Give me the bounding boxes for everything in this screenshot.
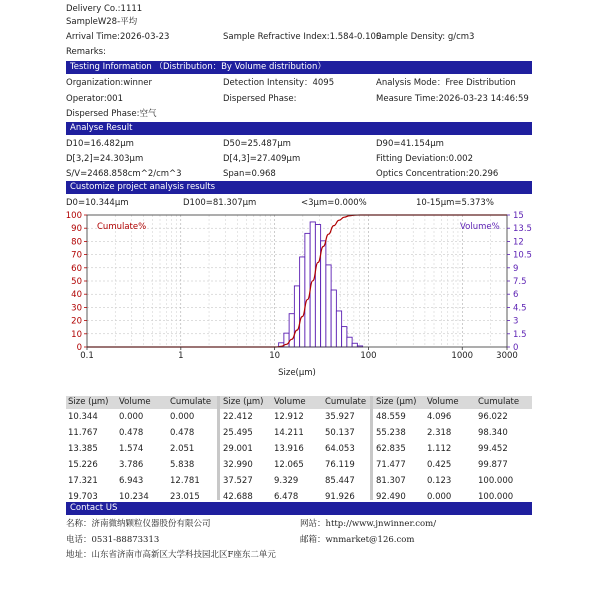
right-tick-label: 1.5 xyxy=(513,329,527,340)
analysis-mode-text: Analysis Mode：Free Distribution xyxy=(376,78,516,88)
result-row-3 xyxy=(66,168,532,181)
table-cell-size: 15.226 xyxy=(68,460,98,470)
d90-text: D90=41.154μm xyxy=(376,139,444,149)
left-tick-label: 40 xyxy=(71,290,82,301)
table-cell-cumulate: 64.053 xyxy=(325,444,355,454)
contact-email: 邮箱：wnmarket@126.com xyxy=(300,535,415,545)
remarks-text: Remarks: xyxy=(66,47,106,57)
organization-text: Organization:winner xyxy=(66,78,153,88)
th-volume-2: Volume xyxy=(274,397,306,407)
volume-bar xyxy=(305,233,310,347)
left-tick-label: 70 xyxy=(71,250,82,261)
left-tick-label: 50 xyxy=(71,277,82,287)
table-cell-size: 13.385 xyxy=(68,444,98,454)
table-cell-size: 10.344 xyxy=(68,412,98,422)
intensity-text: Detection Intensity：4095 xyxy=(223,78,335,88)
table-cell-size: 62.835 xyxy=(376,444,406,454)
volume-bar xyxy=(289,314,294,347)
left-tick-label: 0 xyxy=(76,343,82,353)
table-cell-volume: 12.912 xyxy=(274,412,304,422)
distribution-chart xyxy=(0,208,600,380)
refractive-text: Sample Refractive Index:1.584-0.100 xyxy=(223,32,382,42)
volume-bar xyxy=(342,327,347,347)
x-tick-label: 0.1 xyxy=(80,351,94,361)
right-tick-label: 12 xyxy=(513,237,524,248)
column-separator-1 xyxy=(217,396,220,500)
volume-bar xyxy=(326,265,331,347)
table-cell-size: 17.321 xyxy=(68,476,98,486)
table-cell-volume: 1.574 xyxy=(119,444,144,454)
table-cell-size: 19.703 xyxy=(68,492,98,502)
table-cell-volume: 0.478 xyxy=(119,428,144,438)
th-size-3: Size (μm) xyxy=(376,397,417,407)
table-cell-volume: 2.318 xyxy=(427,428,452,438)
table-cell-cumulate: 12.781 xyxy=(170,476,200,486)
table-cell-size: 11.767 xyxy=(68,428,98,438)
x-tick-label: 1 xyxy=(178,351,184,361)
table-cell-volume: 13.916 xyxy=(274,444,304,454)
table-cell-cumulate: 96.022 xyxy=(478,412,508,422)
right-tick-label: 3 xyxy=(513,316,519,327)
table-cell-volume: 6.478 xyxy=(274,492,299,502)
d50-text: D50=25.487μm xyxy=(223,139,291,149)
volume-bar xyxy=(300,257,305,347)
table-cell-size: 37.527 xyxy=(223,476,253,486)
table-cell-cumulate: 76.119 xyxy=(325,460,355,470)
th-cumulate-3: Cumulate xyxy=(478,397,520,407)
sample-text: SampleW28-平均 xyxy=(66,17,138,27)
table-cell-volume: 0.123 xyxy=(427,476,452,486)
right-axis-ticks xyxy=(507,211,532,353)
table-cell-cumulate: 50.137 xyxy=(325,428,355,438)
left-tick-label: 80 xyxy=(71,237,82,248)
table-cell-size: 29.001 xyxy=(223,444,253,454)
measure-time-text: Measure Time:2026-03-23 14:46:59 xyxy=(376,94,529,104)
x-axis-label: Size(μm) xyxy=(278,368,316,378)
header-delivery xyxy=(66,3,532,16)
custom-results-bar: Customize project analysis results xyxy=(66,181,532,194)
table-cell-volume: 1.112 xyxy=(427,444,452,454)
table-cell-volume: 10.234 xyxy=(119,492,149,502)
table-header xyxy=(66,396,532,409)
table-cell-volume: 0.000 xyxy=(427,492,452,502)
testing-info-bar: Testing Information （Distribution：By Volume distribution） xyxy=(66,61,532,74)
th-volume-1: Volume xyxy=(119,397,151,407)
header-sample xyxy=(66,16,532,29)
th-cumulate-2: Cumulate xyxy=(325,397,367,407)
sv-text: S/V=2468.858cm^2/cm^3 xyxy=(66,169,182,179)
table-cell-volume: 3.786 xyxy=(119,460,144,470)
cumulate-axis-label: Cumulate% xyxy=(97,222,147,232)
column-separator-2 xyxy=(370,396,373,500)
right-tick-label: 15 xyxy=(513,211,524,221)
x-axis-ticks xyxy=(80,347,518,361)
optics-text: Optics Concentration:20.296 xyxy=(376,169,499,179)
testing-row-3 xyxy=(66,108,532,121)
th-size-1: Size (μm) xyxy=(68,397,109,407)
d0-text: D0=10.344μm xyxy=(66,198,129,208)
right-tick-label: 6 xyxy=(513,290,519,301)
right-tick-label: 4.5 xyxy=(513,303,527,314)
table-cell-size: 92.490 xyxy=(376,492,406,502)
r1015-text: 10-15μm=5.373% xyxy=(416,198,494,208)
table-cell-size: 48.559 xyxy=(376,412,406,422)
testing-row-1 xyxy=(66,77,532,90)
right-tick-label: 10.5 xyxy=(513,250,532,261)
right-tick-label: 9 xyxy=(513,263,519,274)
right-tick-label: 13.5 xyxy=(513,224,532,235)
dispersed-text: Dispersed Phase: xyxy=(223,94,297,104)
volume-bar xyxy=(294,286,299,347)
right-tick-label: 7.5 xyxy=(513,277,527,287)
table-cell-size: 55.238 xyxy=(376,428,406,438)
table-cell-cumulate: 100.000 xyxy=(478,492,514,502)
contact-address: 地址：山东省济南市高新区大学科技园北区F座东二单元 xyxy=(66,550,276,560)
table-cell-cumulate: 35.927 xyxy=(325,412,355,422)
right-tick-label: 0 xyxy=(513,343,519,353)
x-tick-label: 1000 xyxy=(451,351,474,361)
volume-bar xyxy=(331,290,336,347)
volume-bar xyxy=(336,311,341,347)
volume-axis-label: Volume% xyxy=(460,222,500,232)
volume-bars xyxy=(279,222,363,347)
left-tick-label: 20 xyxy=(71,316,82,327)
table-cell-volume: 14.211 xyxy=(274,428,304,438)
left-tick-label: 60 xyxy=(71,263,82,274)
table-cell-size: 22.412 xyxy=(223,412,253,422)
table-cell-cumulate: 0.478 xyxy=(170,428,195,438)
operator-text: Operator:001 xyxy=(66,94,123,104)
th-cumulate-1: Cumulate xyxy=(170,397,212,407)
span-text: Span=0.968 xyxy=(223,169,276,179)
th-size-2: Size (μm) xyxy=(223,397,264,407)
table-cell-cumulate: 99.877 xyxy=(478,460,508,470)
table-cell-cumulate: 91.926 xyxy=(325,492,355,502)
table-cell-volume: 0.000 xyxy=(119,412,144,422)
contact-website: 网站：http://www.jnwinner.com/ xyxy=(300,519,437,529)
th-volume-3: Volume xyxy=(427,397,459,407)
volume-bar xyxy=(321,241,326,347)
result-row-1 xyxy=(66,138,532,151)
table-cell-size: 81.307 xyxy=(376,476,406,486)
x-tick-label: 100 xyxy=(360,351,377,361)
table-cell-cumulate: 2.051 xyxy=(170,444,195,454)
table-cell-volume: 6.943 xyxy=(119,476,144,486)
dispersed2-text: Dispersed Phase:空气 xyxy=(66,109,157,119)
fitting-text: Fitting Deviation:0.002 xyxy=(376,154,473,164)
contact-bar: Contact US xyxy=(66,502,532,515)
table-cell-cumulate: 99.452 xyxy=(478,444,508,454)
d100-text: D100=81.307μm xyxy=(183,198,257,208)
left-tick-label: 10 xyxy=(71,329,82,340)
d43-text: D[4,3]=27.409μm xyxy=(223,154,301,164)
analyse-result-bar: Analyse Result xyxy=(66,122,532,135)
left-tick-label: 100 xyxy=(65,211,82,221)
table-cell-volume: 0.425 xyxy=(427,460,452,470)
table-cell-cumulate: 98.340 xyxy=(478,428,508,438)
density-text: Sample Density: g/cm3 xyxy=(376,32,475,42)
testing-row-2 xyxy=(66,93,532,106)
volume-bar xyxy=(347,337,352,347)
result-row-2 xyxy=(66,153,532,166)
volume-bar xyxy=(352,343,357,347)
table-cell-size: 71.477 xyxy=(376,460,406,470)
left-tick-label: 90 xyxy=(71,224,82,235)
contact-name: 名称：济南微纳颗粒仪器股份有限公司 xyxy=(66,519,211,529)
arrival-text: Arrival Time:2026-03-23 xyxy=(66,32,170,42)
table-cell-size: 42.688 xyxy=(223,492,253,502)
left-tick-label: 30 xyxy=(71,303,82,314)
volume-bar xyxy=(315,225,320,347)
table-cell-size: 25.495 xyxy=(223,428,253,438)
d10-text: D10=16.482μm xyxy=(66,139,134,149)
table-cell-volume: 9.329 xyxy=(274,476,299,486)
table-cell-cumulate: 23.015 xyxy=(170,492,200,502)
table-cell-cumulate: 85.447 xyxy=(325,476,355,486)
x-tick-label: 10 xyxy=(269,351,281,361)
table-cell-cumulate: 0.000 xyxy=(170,412,195,422)
lt3-text: <3μm=0.000% xyxy=(301,198,367,208)
d32-text: D[3,2]=24.303μm xyxy=(66,154,144,164)
header-arrival-row xyxy=(66,31,532,44)
table-cell-size: 32.990 xyxy=(223,460,253,470)
table-cell-cumulate: 5.838 xyxy=(170,460,195,470)
table-cell-cumulate: 100.000 xyxy=(478,476,514,486)
table-cell-volume: 4.096 xyxy=(427,412,452,422)
left-axis-ticks xyxy=(66,211,87,353)
remarks-row xyxy=(66,46,532,59)
contact-phone: 电话：0531-88873313 xyxy=(66,535,160,545)
delivery-text: Delivery Co.:1111 xyxy=(66,4,143,14)
x-tick-label: 3000 xyxy=(496,351,518,361)
table-cell-volume: 12.065 xyxy=(274,460,304,470)
